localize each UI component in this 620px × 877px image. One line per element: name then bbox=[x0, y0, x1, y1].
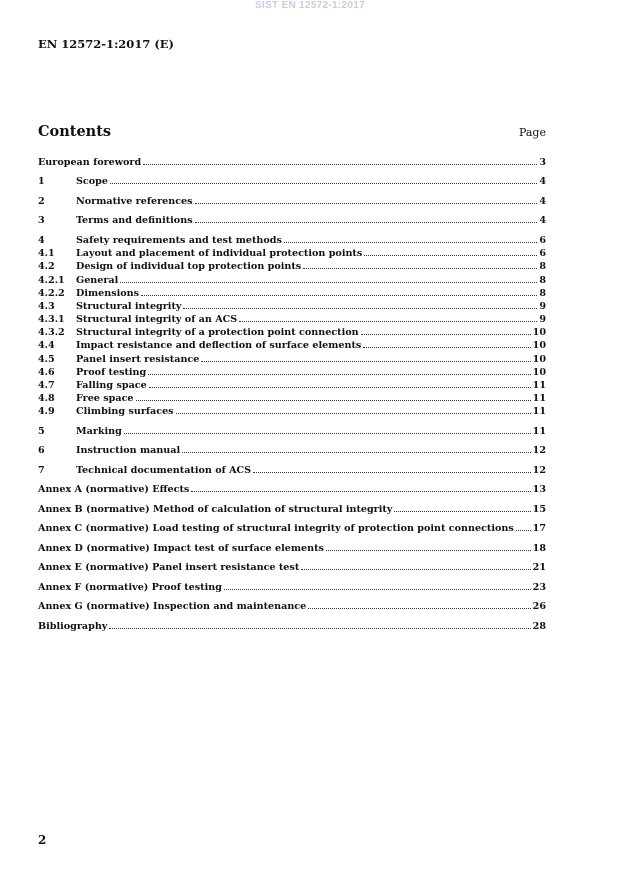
toc-entry-page: 6 bbox=[539, 234, 546, 246]
toc-entry-title: Annex D (normative) Impact test of surface elements bbox=[38, 542, 324, 554]
toc-entry[interactable] bbox=[38, 464, 546, 477]
toc-entry-page: 12 bbox=[532, 445, 546, 457]
dot-leader bbox=[308, 608, 530, 609]
table-of-contents bbox=[38, 156, 546, 633]
toc-entry-page: 23 bbox=[532, 581, 546, 593]
toc-entry-title: Scope bbox=[76, 176, 108, 188]
toc-entry-title: Annex G (normative) Inspection and maintenance bbox=[38, 601, 307, 613]
dot-leader bbox=[124, 433, 531, 434]
dot-leader bbox=[136, 400, 531, 401]
dot-leader bbox=[120, 282, 537, 283]
toc-entry-title: Dimensions bbox=[76, 287, 140, 299]
toc-entry-title: Annex C (normative) Load testing of structural integrity of protection point connections bbox=[38, 523, 514, 535]
toc-entry-page: 10 bbox=[532, 327, 546, 339]
toc-entry-page: 8 bbox=[539, 274, 546, 286]
toc-entry-page: 12 bbox=[532, 464, 546, 476]
toc-entry-title: Impact resistance and deflection of surface elements bbox=[76, 340, 362, 352]
toc-entry-page: 10 bbox=[532, 366, 546, 378]
toc-entry-number: 4.3.2 bbox=[38, 327, 65, 339]
toc-entry-title: Design of individual top protection points bbox=[76, 261, 302, 273]
toc-entry-page: 11 bbox=[532, 425, 546, 437]
toc-entry[interactable] bbox=[38, 214, 546, 227]
toc-entry[interactable] bbox=[38, 542, 546, 555]
toc-entry-page: 26 bbox=[532, 601, 546, 613]
dot-leader bbox=[141, 295, 537, 296]
toc-entry[interactable] bbox=[38, 366, 546, 379]
toc-entry-number: 4 bbox=[38, 234, 45, 246]
toc-entry-page: 10 bbox=[532, 340, 546, 352]
toc-entry-title: Marking bbox=[76, 425, 122, 437]
toc-entry-number: 4.8 bbox=[38, 393, 55, 405]
toc-entry-title: Technical documentation of ACS bbox=[76, 464, 252, 476]
toc-entry[interactable] bbox=[38, 444, 546, 457]
toc-entry-number: 4.1 bbox=[38, 248, 55, 260]
toc-entry-title: General bbox=[76, 274, 119, 286]
toc-entry-number: 4.2 bbox=[38, 261, 55, 273]
toc-entry-page: 11 bbox=[532, 380, 546, 391]
toc-entry[interactable] bbox=[38, 274, 546, 287]
toc-entry[interactable] bbox=[38, 175, 546, 188]
toc-entry[interactable] bbox=[38, 339, 546, 352]
dot-leader bbox=[284, 242, 537, 243]
toc-entry-page: 21 bbox=[532, 562, 546, 574]
toc-entry-page: 28 bbox=[532, 620, 546, 632]
toc-entry-title: Annex B (normative) Method of calculation of structural integrity bbox=[38, 503, 393, 515]
toc-entry[interactable] bbox=[38, 247, 546, 260]
dot-leader bbox=[191, 491, 530, 492]
toc-entry-number: 4.3 bbox=[38, 300, 55, 312]
toc-entry-number: 4.5 bbox=[38, 353, 55, 365]
toc-entry[interactable] bbox=[38, 600, 546, 613]
dot-leader bbox=[176, 413, 531, 414]
dot-leader bbox=[364, 255, 537, 256]
toc-entry-number: 4.2.1 bbox=[38, 274, 65, 286]
toc-entry[interactable] bbox=[38, 392, 546, 405]
toc-entry[interactable] bbox=[38, 522, 546, 535]
toc-entry-title: Instruction manual bbox=[76, 445, 181, 457]
toc-entry-title: Normative references bbox=[76, 195, 193, 207]
dot-leader bbox=[148, 374, 530, 375]
toc-entry[interactable] bbox=[38, 561, 546, 574]
toc-entry-page: 3 bbox=[539, 157, 546, 168]
toc-entry-number: 1 bbox=[38, 176, 45, 188]
toc-entry-number: 5 bbox=[38, 425, 45, 437]
toc-entry-title: Structural integrity of an ACS bbox=[76, 314, 238, 326]
toc-entry[interactable] bbox=[38, 234, 546, 247]
dot-leader bbox=[149, 387, 531, 388]
toc-entry-title: Annex E (normative) Panel insert resistance test bbox=[38, 562, 300, 574]
toc-entry-page: 11 bbox=[532, 406, 546, 418]
toc-entry[interactable] bbox=[38, 581, 546, 594]
toc-entry-title: European foreword bbox=[38, 157, 142, 168]
toc-entry[interactable] bbox=[38, 379, 546, 392]
toc-entry[interactable] bbox=[38, 326, 546, 339]
dot-leader bbox=[195, 203, 538, 204]
toc-entry[interactable] bbox=[38, 483, 546, 496]
toc-entry-number: 4.7 bbox=[38, 380, 55, 391]
toc-entry-page: 13 bbox=[532, 484, 546, 496]
toc-entry-title: Falling space bbox=[76, 380, 147, 391]
watermark: SIST EN 12572-1:2017 bbox=[255, 0, 365, 11]
page-column-label: Page bbox=[518, 126, 546, 139]
toc-entry-page: 8 bbox=[539, 261, 546, 273]
toc-entry-page: 9 bbox=[539, 314, 546, 326]
toc-entry-page: 4 bbox=[539, 215, 546, 227]
toc-entry-title: Bibliography bbox=[38, 620, 108, 632]
dot-leader bbox=[224, 589, 531, 590]
toc-entry[interactable] bbox=[38, 353, 546, 366]
toc-entry-page: 9 bbox=[539, 300, 546, 312]
dot-leader bbox=[201, 361, 530, 362]
toc-entry-number: 6 bbox=[38, 445, 45, 457]
contents-heading: Contents bbox=[38, 123, 112, 140]
toc-entry-title: Safety requirements and test methods bbox=[76, 234, 282, 246]
toc-entry-page: 15 bbox=[532, 503, 546, 515]
toc-entry-title: Panel insert resistance bbox=[76, 353, 200, 365]
toc-entry-page: 4 bbox=[539, 176, 546, 188]
toc-entry-title: Structural integrity bbox=[76, 300, 182, 312]
dot-leader bbox=[516, 530, 531, 531]
toc-entry[interactable] bbox=[38, 313, 546, 326]
toc-entry-number: 4.2.2 bbox=[38, 287, 65, 299]
dot-leader bbox=[253, 472, 531, 473]
dot-leader bbox=[301, 569, 530, 570]
toc-entry[interactable] bbox=[38, 620, 546, 633]
toc-entry[interactable] bbox=[38, 195, 546, 208]
dot-leader bbox=[110, 183, 537, 184]
dot-leader bbox=[326, 550, 531, 551]
dot-leader bbox=[303, 268, 537, 269]
toc-entry[interactable] bbox=[38, 260, 546, 273]
toc-entry-number: 2 bbox=[38, 195, 45, 207]
toc-entry-title: Terms and definitions bbox=[76, 215, 193, 227]
toc-entry-page: 18 bbox=[532, 542, 546, 554]
toc-entry-title: Annex F (normative) Proof testing bbox=[38, 581, 222, 593]
dot-leader bbox=[195, 222, 538, 223]
toc-entry-number: 4.4 bbox=[38, 340, 55, 352]
toc-entry-page: 11 bbox=[532, 393, 546, 405]
toc-entry-title: Structural integrity of a protection point connection bbox=[76, 327, 359, 339]
toc-entry-page: 17 bbox=[532, 523, 546, 535]
toc-entry-page: 6 bbox=[539, 248, 546, 260]
toc-entry-title: Free space bbox=[76, 393, 134, 405]
dot-leader bbox=[239, 321, 537, 322]
toc-entry[interactable] bbox=[38, 405, 546, 418]
toc-entry-page: 8 bbox=[539, 287, 546, 299]
dot-leader bbox=[182, 452, 531, 453]
toc-entry-number: 4.6 bbox=[38, 366, 55, 378]
toc-entry-number: 4.9 bbox=[38, 406, 55, 418]
dot-leader bbox=[183, 308, 537, 309]
dot-leader bbox=[394, 511, 530, 512]
dot-leader bbox=[143, 164, 537, 165]
toc-entry[interactable] bbox=[38, 287, 546, 300]
toc-entry-number: 4.3.1 bbox=[38, 314, 65, 326]
toc-entry-page: 10 bbox=[532, 353, 546, 365]
toc-entry-page: 4 bbox=[539, 195, 546, 207]
toc-entry-title: Layout and placement of individual protection points bbox=[76, 248, 363, 260]
toc-entry[interactable] bbox=[38, 300, 546, 313]
dot-leader bbox=[109, 628, 530, 629]
toc-entry-number: 7 bbox=[38, 464, 45, 476]
toc-entry-title: Annex A (normative) Effects bbox=[38, 484, 190, 496]
toc-entry-title: Proof testing bbox=[76, 366, 147, 378]
toc-entry[interactable] bbox=[38, 156, 546, 169]
document-id: EN 12572-1:2017 (E) bbox=[38, 37, 174, 51]
toc-entry-title: Climbing surfaces bbox=[76, 406, 174, 418]
page-number: 2 bbox=[38, 833, 47, 847]
toc-entry-number: 3 bbox=[38, 215, 45, 227]
dot-leader bbox=[361, 334, 531, 335]
toc-entry[interactable] bbox=[38, 503, 546, 516]
dot-leader bbox=[363, 347, 530, 348]
toc-entry[interactable] bbox=[38, 425, 546, 438]
